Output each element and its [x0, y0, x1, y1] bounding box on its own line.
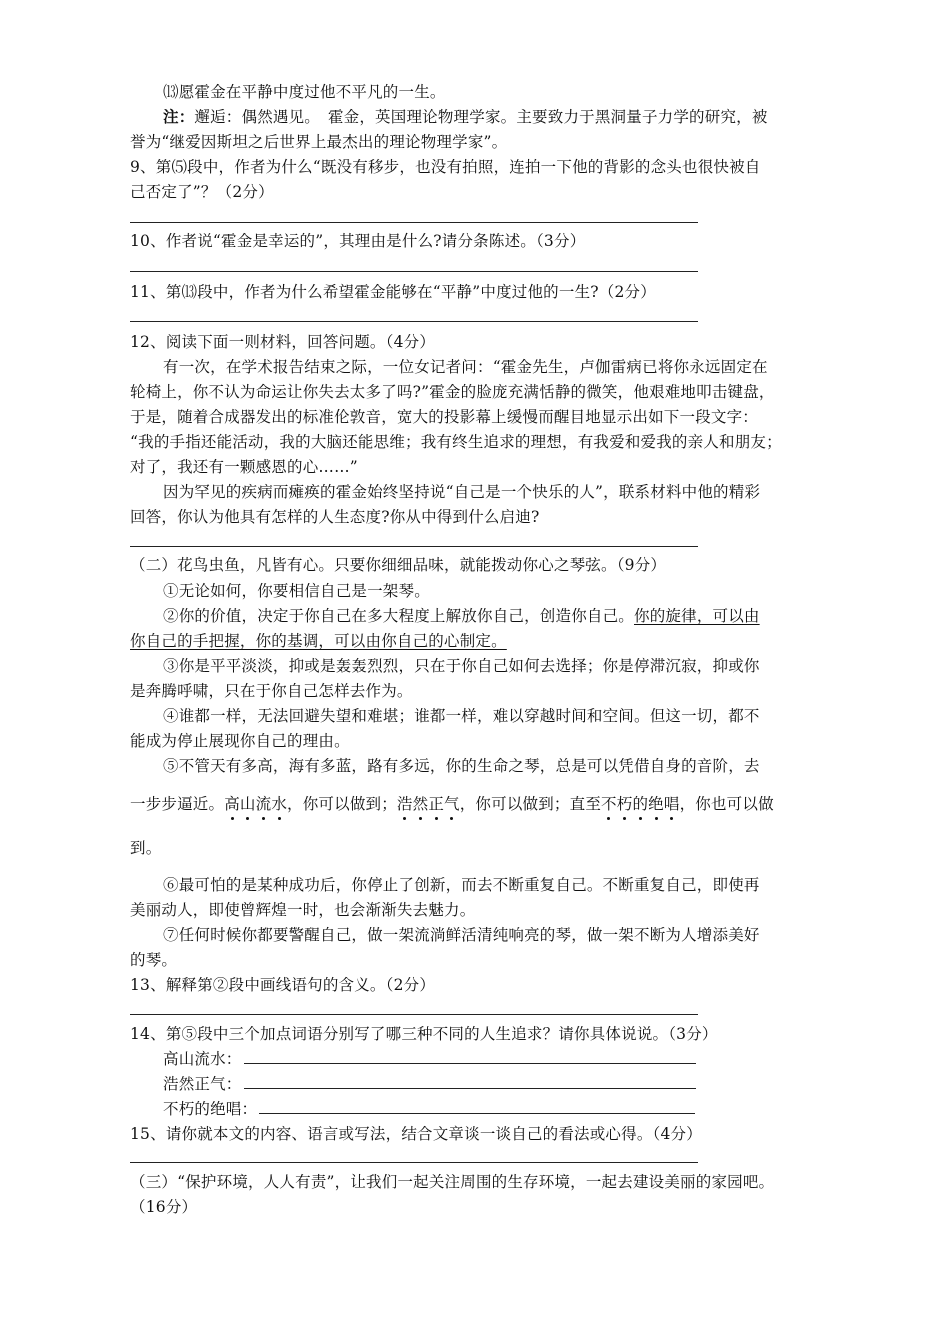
question-9-line-1: 9、第⑸段中，作者为什么“既没有移步，也没有拍照，连拍一下他的背影的念头也很快被自: [130, 158, 761, 176]
answer-line-q11[interactable]: [130, 321, 698, 322]
s2-paragraph-6-line-2: 美丽动人，即使曾辉煌一时，也会渐渐失去魅力。: [130, 901, 476, 919]
question-9-line-2: 己否定了”？（2分）: [130, 183, 274, 201]
answer-line-q13[interactable]: [130, 1014, 698, 1015]
q14-answer-b: [163, 1072, 696, 1096]
answer-line-q9[interactable]: [130, 222, 698, 223]
s2-p2-plain: ②你的价值，决定于你自己在多大程度上解放你自己，创造你自己。: [163, 607, 635, 625]
s2-p5-mid-2: ，你可以做到；直至: [459, 795, 602, 813]
s2-p5-mid-1: ，你可以做到；: [287, 795, 397, 813]
dotted-char: 浩: [396, 795, 413, 813]
question-15: 15、请你就本文的内容、语言或写法，结合文章谈一谈自己的看法或心得。（4分）: [130, 1125, 702, 1143]
q14-label-c: 不朽的绝唱：: [163, 1100, 258, 1118]
s2-paragraph-2-line-2: [130, 629, 507, 653]
s2-paragraph-5-line-2: [130, 792, 774, 816]
q12-material-line-5: 对了，我还有一颗感恩的心……”: [130, 458, 358, 476]
q14-answer-c: [163, 1097, 695, 1121]
dotted-char: 的: [632, 795, 649, 813]
s2-paragraph-5-line-3: 到。: [130, 839, 162, 857]
dotted-char: 气: [444, 795, 460, 813]
s2-paragraph-3-line-1: ③你是平平淡淡，抑或是轰轰烈烈，只在于你自己如何去选择；你是停滞沉寂，抑或你: [163, 657, 760, 675]
q12-material-line-1: 有一次，在学术报告结束之际，一位女记者问：“霍金先生，卢伽雷病已将你永远固定在: [163, 358, 768, 376]
dotted-char: 高: [224, 795, 240, 813]
s2-paragraph-3-line-2: 是奔腾呼啸，只在于你自己怎样去作为。: [130, 682, 413, 700]
dotted-char: 正: [428, 795, 445, 813]
s2-paragraph-5-line-1: ⑤不管天有多高，海有多蓝，路有多远，你的生命之琴，总是可以凭借自身的音阶，去: [163, 757, 760, 775]
q14-label-a: 高山流水：: [163, 1050, 242, 1068]
question-13: 13、解释第②段中画线语句的含义。（2分）: [130, 976, 436, 994]
question-14: 14、第⑤段中三个加点词语分别写了哪三种不同的人生追求？请你具体说说。（3分）: [130, 1025, 718, 1043]
paragraph-13: ⒀愿霍金在平静中度过他不平凡的一生。: [163, 83, 446, 101]
dotted-char: 唱: [663, 795, 680, 813]
dotted-char: 然: [412, 795, 429, 813]
q12-question-line-1: 因为罕见的疾病而瘫痪的霍金始终坚持说“自己是一个快乐的人”，联系材料中他的精彩: [163, 483, 761, 501]
s2-p2-underlined-1: 你的旋律，可以由: [634, 607, 760, 625]
note-line-1: [163, 105, 768, 129]
question-10: 10、作者说“霍金是幸运的”，其理由是什么?请分条陈述。（3分）: [130, 232, 586, 250]
section-3-heading-line-1: （三）“保护环境，人人有责”，让我们一起关注周围的生存环境，一起去建设美丽的家园吧。: [130, 1173, 775, 1191]
question-11: 11、第⒀段中，作者为什么希望霍金能够在“平静”中度过他的一生?（2分）: [130, 283, 656, 301]
dotted-char: 绝: [648, 795, 664, 813]
s2-paragraph-4-line-2: 能成为停止展现你自己的理由。: [130, 732, 350, 750]
answer-blank-b[interactable]: [244, 1072, 696, 1089]
q12-material-line-2: 轮椅上，你不认为命运让你失去太多了吗?”霍金的脸庞充满恬静的微笑，他艰难地叩击键盘，: [130, 383, 775, 401]
s2-p5-post: ，你也可以做: [679, 795, 774, 813]
dotted-char: 朽: [616, 795, 633, 813]
dotted-char: 流: [255, 795, 272, 813]
s2-paragraph-6-line-1: ⑥最可怕的是某种成功后，你停止了创新，而去不断重复自己。不断重复自己，即使再: [163, 876, 760, 894]
note-line-2: 誉为“继爱因斯坦之后世界上最杰出的理论物理学家”。: [130, 133, 508, 151]
q12-material-line-3: 于是，随着合成器发出的标准伦敦音，宽大的投影幕上缓慢而醒目地显示出如下一段文字：: [130, 408, 759, 426]
section-3-heading-line-2: （16分）: [130, 1198, 198, 1216]
section-2-heading: （二）花鸟虫鱼，凡皆有心。只要你细细品味，就能拨动你心之琴弦。（9分）: [130, 556, 667, 574]
answer-line-q10[interactable]: [130, 271, 698, 272]
q14-answer-a: [163, 1047, 696, 1071]
q14-label-b: 浩然正气：: [163, 1075, 242, 1093]
dotted-char: 不: [601, 795, 617, 813]
note-text-1: 邂逅：偶然遇见。 霍金，英国理论物理学家。主要致力于黑洞量子力学的研究，被: [194, 108, 768, 126]
s2-paragraph-7-line-2: 的琴。: [130, 951, 178, 969]
s2-paragraph-4-line-1: ④谁都一样，无法回避失望和难堪；谁都一样，难以穿越时间和空间。但这一切，都不: [163, 707, 760, 725]
q12-question-line-2: 回答，你认为他具有怎样的人生态度?你从中得到什么启迪?: [130, 508, 540, 526]
s2-paragraph-1: ①无论如何，你要相信自己是一架琴。: [163, 582, 430, 600]
answer-line-q12[interactable]: [130, 546, 698, 547]
s2-paragraph-7-line-1: ⑦任何时候你都要警醒自己，做一架流淌鲜活清纯响亮的琴，做一架不断为人增添美好: [163, 926, 760, 944]
dotted-char: 水: [271, 795, 288, 813]
s2-p5-pre: 一步步逼近。: [130, 795, 225, 813]
note-label: 注：: [163, 107, 195, 126]
answer-blank-a[interactable]: [244, 1047, 696, 1064]
s2-p2-underlined-2: 你自己的手把握，你的基调，可以由你自己的心制定。: [130, 632, 507, 650]
q12-material-line-4: “我的手指还能活动，我的大脑还能思维；我有终生追求的理想，有我爱和爱我的亲人和朋友；: [130, 433, 782, 451]
answer-line-q15[interactable]: [130, 1162, 698, 1163]
answer-blank-c[interactable]: [259, 1097, 695, 1114]
dotted-char: 山: [239, 795, 256, 813]
question-12-heading: 12、阅读下面一则材料，回答问题。（4分）: [130, 333, 436, 351]
s2-paragraph-2-line-1: [163, 604, 760, 628]
